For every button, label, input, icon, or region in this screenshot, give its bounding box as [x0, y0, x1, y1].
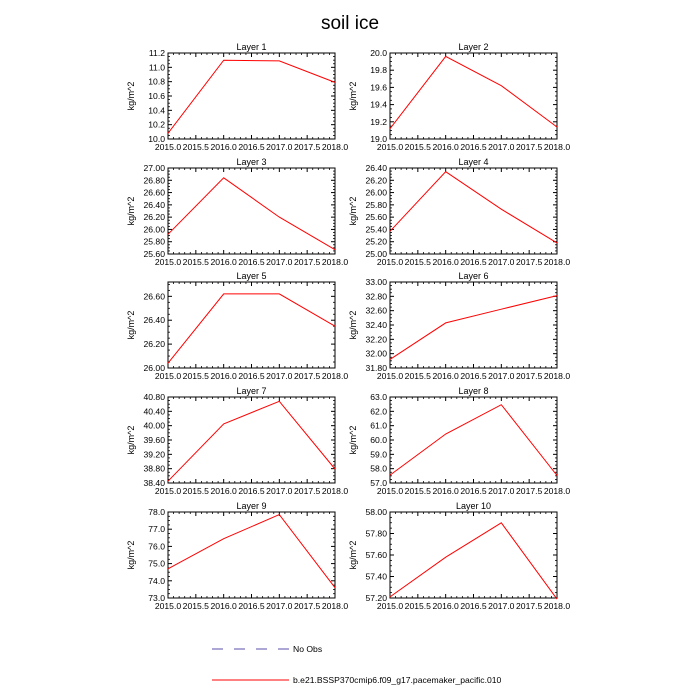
panel-layer-7	[126, 386, 348, 496]
x-tick-label: 2015.5	[404, 142, 431, 152]
y-tick-label: 10.0	[148, 134, 165, 144]
y-axis-label: kg/m^2	[126, 540, 136, 570]
x-tick-label: 2018.0	[321, 371, 349, 381]
x-tick-label: 2015.0	[376, 257, 404, 267]
y-tick-label: 33.00	[365, 277, 387, 287]
y-axis-label: kg/m^2	[126, 196, 136, 226]
x-tick-label: 2015.5	[404, 371, 431, 381]
x-tick-label: 2016.5	[238, 371, 265, 381]
x-tick-label: 2016.0	[210, 486, 237, 496]
panel-layer-3	[126, 157, 348, 267]
y-tick-label: 25.20	[365, 236, 387, 247]
y-tick-label: 20.0	[370, 48, 387, 58]
y-tick-label: 19.0	[370, 134, 387, 144]
y-tick-label: 39.60	[143, 435, 165, 445]
series-line	[390, 172, 557, 243]
y-tick-label: 62.0	[370, 406, 387, 417]
x-tick-label: 2018.0	[321, 486, 349, 496]
y-tick-label: 78.0	[148, 507, 165, 517]
series-line	[168, 515, 335, 588]
y-tick-label: 26.00	[143, 224, 165, 235]
y-axis-label: kg/m^2	[126, 425, 136, 455]
x-tick-label: 2016.0	[210, 142, 237, 152]
series-line	[168, 60, 335, 133]
panel-title: Layer 3	[236, 157, 267, 167]
y-tick-label: 57.40	[365, 571, 387, 582]
panel-layer-5	[126, 271, 348, 381]
y-tick-label: 25.80	[365, 199, 387, 210]
x-tick-label: 2016.5	[460, 142, 487, 152]
y-tick-label: 32.20	[365, 334, 387, 345]
y-tick-label: 10.4	[148, 105, 165, 116]
y-tick-label: 73.0	[148, 593, 165, 603]
panel-title: Layer 6	[458, 271, 489, 281]
series-line	[390, 56, 557, 128]
x-tick-label: 2018.0	[543, 257, 571, 267]
plot-frame	[390, 397, 557, 483]
y-tick-label: 26.60	[143, 291, 165, 302]
y-tick-label: 63.0	[370, 392, 387, 402]
x-tick-label: 2016.0	[210, 371, 237, 381]
y-tick-label: 59.0	[370, 449, 387, 460]
y-tick-label: 57.20	[365, 593, 387, 603]
series-line	[168, 294, 335, 363]
panel-title: Layer 10	[455, 501, 492, 511]
x-tick-label: 2016.0	[210, 601, 237, 611]
x-tick-label: 2016.0	[432, 257, 459, 267]
legend	[212, 644, 502, 685]
x-tick-label: 2016.5	[460, 257, 487, 267]
x-tick-label: 2017.0	[266, 257, 293, 267]
x-tick-label: 2017.0	[266, 601, 293, 611]
x-tick-label: 2017.5	[516, 601, 543, 611]
plot-frame	[390, 512, 557, 598]
y-tick-label: 25.40	[365, 224, 387, 235]
y-tick-label: 38.80	[143, 463, 165, 474]
x-tick-label: 2016.0	[432, 486, 459, 496]
x-tick-label: 2018.0	[543, 142, 571, 152]
y-tick-label: 19.6	[370, 82, 387, 93]
x-tick-label: 2015.5	[404, 257, 431, 267]
y-tick-label: 26.00	[365, 187, 387, 198]
x-tick-label: 2017.5	[294, 257, 321, 267]
x-tick-label: 2018.0	[543, 371, 571, 381]
series-line	[390, 523, 557, 599]
x-tick-label: 2016.0	[210, 257, 237, 267]
legend-model-label: b.e21.BSSP370cmip6.f09_g17.pacemaker_pacific.010	[293, 675, 502, 685]
y-tick-label: 11.2	[148, 48, 165, 58]
panel-layer-9	[126, 501, 348, 611]
panel-title: Layer 7	[236, 386, 267, 396]
x-tick-label: 2016.5	[238, 486, 265, 496]
x-tick-label: 2018.0	[543, 486, 571, 496]
y-axis-label: kg/m^2	[348, 81, 358, 111]
y-tick-label: 10.6	[148, 91, 165, 101]
x-tick-label: 2018.0	[321, 257, 349, 267]
y-tick-label: 19.4	[370, 99, 387, 110]
y-tick-label: 26.40	[143, 199, 165, 210]
plot-frame	[390, 168, 557, 254]
x-tick-label: 2016.5	[460, 486, 487, 496]
y-axis-label: kg/m^2	[348, 540, 358, 570]
plot-frame	[168, 282, 335, 368]
panel-title: Layer 4	[458, 157, 489, 167]
x-tick-label: 2016.5	[460, 601, 487, 611]
y-tick-label: 75.0	[148, 558, 165, 569]
y-tick-label: 26.40	[365, 163, 387, 173]
x-tick-label: 2017.0	[266, 142, 293, 152]
x-tick-label: 2015.0	[154, 601, 182, 611]
x-tick-label: 2017.5	[294, 371, 321, 381]
x-tick-label: 2017.5	[516, 142, 543, 152]
y-tick-label: 26.20	[365, 175, 387, 186]
y-tick-label: 27.00	[143, 163, 165, 173]
y-tick-label: 32.00	[365, 348, 387, 359]
x-tick-label: 2016.5	[238, 601, 265, 611]
y-tick-label: 25.60	[143, 249, 165, 259]
y-tick-label: 25.00	[365, 249, 387, 259]
series-line	[390, 296, 557, 360]
y-tick-label: 26.20	[143, 339, 165, 350]
panel-title: Layer 9	[236, 501, 267, 511]
panel-title: Layer 8	[458, 386, 489, 396]
x-tick-label: 2018.0	[543, 601, 571, 611]
y-axis-label: kg/m^2	[348, 196, 358, 226]
x-tick-label: 2017.5	[294, 601, 321, 611]
x-tick-label: 2015.5	[182, 257, 209, 267]
y-tick-label: 39.20	[143, 449, 165, 460]
y-tick-label: 26.80	[143, 175, 165, 186]
x-tick-label: 2017.5	[294, 142, 321, 152]
series-line	[390, 405, 557, 476]
x-tick-label: 2015.0	[154, 257, 182, 267]
x-tick-label: 2016.0	[432, 601, 459, 611]
x-tick-label: 2016.5	[460, 371, 487, 381]
y-tick-label: 40.00	[143, 420, 165, 431]
x-tick-label: 2018.0	[321, 601, 349, 611]
y-axis-label: kg/m^2	[126, 81, 136, 111]
x-tick-label: 2015.0	[154, 486, 182, 496]
plot-frame	[390, 282, 557, 368]
panel-title: Layer 2	[458, 42, 489, 52]
y-axis-label: kg/m^2	[348, 425, 358, 455]
x-tick-label: 2017.0	[488, 257, 515, 267]
x-tick-label: 2015.0	[154, 142, 182, 152]
x-tick-label: 2017.0	[266, 371, 293, 381]
x-tick-label: 2017.0	[266, 486, 293, 496]
y-tick-label: 10.8	[148, 76, 165, 87]
panel-layer-8	[348, 386, 570, 496]
y-tick-label: 40.80	[143, 392, 165, 402]
y-tick-label: 32.60	[365, 305, 387, 316]
y-tick-label: 32.80	[365, 291, 387, 302]
y-tick-label: 11.0	[148, 62, 165, 73]
x-tick-label: 2015.0	[376, 601, 404, 611]
x-tick-label: 2016.5	[238, 142, 265, 152]
y-tick-label: 76.0	[148, 541, 165, 552]
figure-title: soil ice	[320, 13, 380, 34]
y-tick-label: 40.40	[143, 406, 165, 417]
x-tick-label: 2015.5	[182, 142, 209, 152]
y-tick-label: 57.60	[365, 550, 387, 560]
plot-frame	[168, 168, 335, 254]
y-tick-label: 60.0	[370, 435, 387, 445]
panel-layer-10	[348, 501, 570, 611]
y-tick-label: 26.00	[143, 363, 165, 373]
y-axis-label: kg/m^2	[348, 310, 358, 340]
panel-title: Layer 5	[236, 271, 267, 281]
y-tick-label: 74.0	[148, 575, 165, 586]
panels	[126, 42, 570, 611]
y-tick-label: 61.0	[370, 420, 387, 431]
y-tick-label: 58.0	[370, 463, 387, 474]
y-tick-label: 19.8	[370, 65, 387, 76]
x-tick-label: 2017.0	[488, 142, 515, 152]
plot-frame	[168, 53, 335, 139]
y-tick-label: 25.60	[365, 212, 387, 223]
panel-layer-4	[348, 157, 570, 267]
x-tick-label: 2016.0	[432, 371, 459, 381]
y-tick-label: 31.80	[365, 363, 387, 373]
x-tick-label: 2017.5	[516, 257, 543, 267]
x-tick-label: 2016.0	[432, 142, 459, 152]
legend-obs-label: No Obs	[293, 644, 323, 654]
panel-layer-1	[126, 42, 348, 152]
y-tick-label: 57.0	[370, 478, 387, 488]
x-tick-label: 2015.0	[376, 142, 404, 152]
x-tick-label: 2016.5	[238, 257, 265, 267]
y-tick-label: 57.80	[365, 528, 387, 539]
x-tick-label: 2017.0	[488, 371, 515, 381]
x-tick-label: 2015.5	[182, 371, 209, 381]
x-tick-label: 2017.5	[294, 486, 321, 496]
y-tick-label: 58.00	[365, 507, 387, 517]
x-tick-label: 2017.5	[516, 371, 543, 381]
x-tick-label: 2015.5	[404, 601, 431, 611]
x-tick-label: 2017.0	[488, 601, 515, 611]
y-tick-label: 10.2	[148, 119, 165, 130]
x-tick-label: 2015.0	[154, 371, 182, 381]
x-tick-label: 2018.0	[321, 142, 349, 152]
panel-layer-2	[348, 42, 570, 152]
x-tick-label: 2017.0	[488, 486, 515, 496]
x-tick-label: 2017.5	[516, 486, 543, 496]
x-tick-label: 2015.0	[376, 486, 404, 496]
series-line	[168, 401, 335, 481]
y-tick-label: 32.40	[365, 320, 387, 330]
y-axis-label: kg/m^2	[126, 310, 136, 340]
y-tick-label: 26.40	[143, 315, 165, 326]
panel-title: Layer 1	[236, 42, 267, 52]
x-tick-label: 2015.0	[376, 371, 404, 381]
series-line	[168, 178, 335, 250]
y-tick-label: 26.20	[143, 212, 165, 223]
plot-frame	[168, 397, 335, 483]
y-tick-label: 19.2	[370, 116, 387, 127]
y-tick-label: 77.0	[148, 524, 165, 535]
y-tick-label: 38.40	[143, 478, 165, 488]
x-tick-label: 2015.5	[182, 486, 209, 496]
y-tick-label: 26.60	[143, 187, 165, 198]
y-tick-label: 25.80	[143, 236, 165, 247]
x-tick-label: 2015.5	[182, 601, 209, 611]
panel-layer-6	[348, 271, 570, 381]
x-tick-label: 2015.5	[404, 486, 431, 496]
